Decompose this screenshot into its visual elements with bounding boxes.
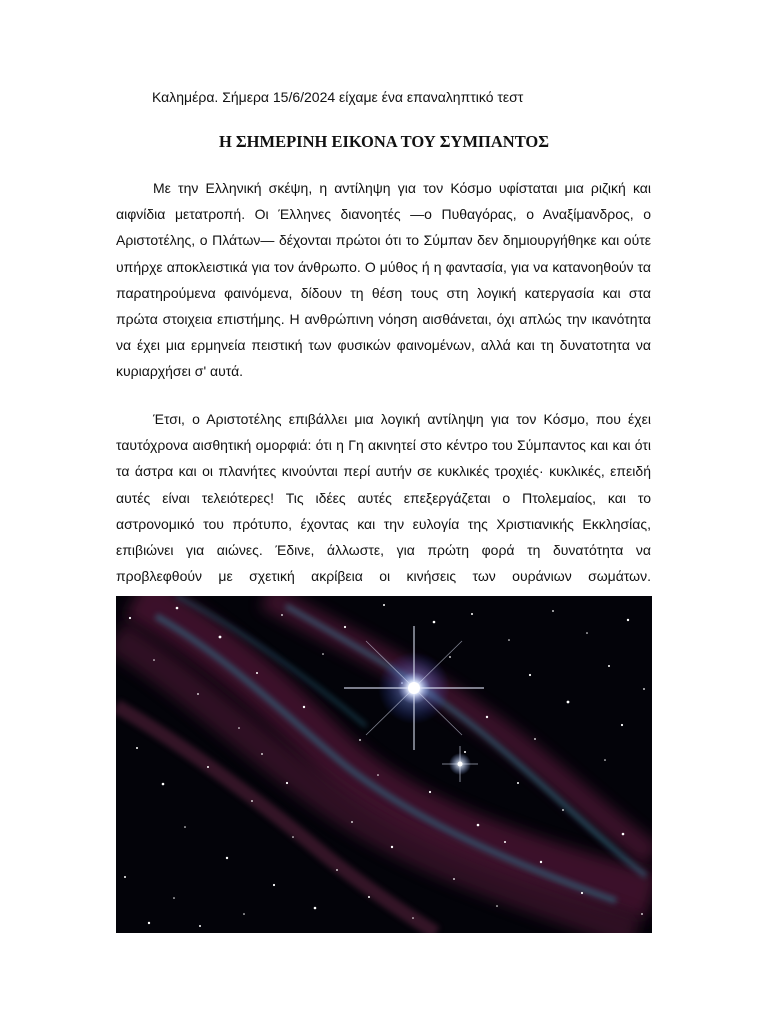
- greeting-line: Καλημέρα. Σήμερα 15/6/2024 είχαμε ένα επαναληπτικό τεστ: [152, 89, 524, 105]
- document-title: Η ΣΗΜΕΡΙΝΗ ΕΙΚΟΝΑ ΤΟΥ ΣΥΜΠΑΝΤΟΣ: [218, 132, 550, 151]
- paragraph-2: Έτσι, ο Αριστοτέλης επιβάλλει μια λογική αντίληψη για τον Κόσμο, που έχει ταυτόχρονα αισθητική ομορφιά: ότι η Γη ακινητεί στο κέντρο του Σύμπαντος και και ότι τα άστρα και οι πλανήτες κινούνται περί αυτήν σε κυκλικές τροχιές· κυκλικές, επειδή αυτές είναι τελειότερες! Τις ιδέες αυτές επεξεργάζεται ο Πτολεμαίος, και το αστρονομικό του πρότυπο, έχοντας και την ευλογία της Χριστιανικής Εκκλησίας, επιβιώνει για αιώνες. Έδινε, άλλωστε, για πρώτη φορά τη δυνατότητα να προβλεφθούν με σχετική ακρίβεια οι κινήσεις των ουράνιων σωμάτων.: [116, 411, 651, 585]
- nebula-photo: [116, 596, 652, 933]
- paragraph-1: Με την Ελληνική σκέψη, η αντίληψη για τον Κόσμο υφίσταται μια ριζική και αιφνίδια μετατροπή. Οι Έλληνες διανοητές —ο Πυθαγόρας, ο Αναξίμανδρος, ο Αριστοτέλης, ο Πλάτων— δέχονται πρώτοι ότι το Σύμπαν δεν δημιουργήθηκε και ούτε υπήρχε αποκλειστικά για τον άνθρωπο. Ο μύθος ή η φαντασία, για να κατανοηθούν τα παρατηρούμενα φαινόμενα, δίδουν τη θέση τους στη λογική κατεργασία και στα πρώτα στοιχεια επιστήμης. Η ανθρώπινη νόηση αισθάνεται, όχι απλώς την ικανότητα να έχει μια ερμηνεία πειστική των φυσικών φαινομένων, αλλά και τη δυνατοτητα να κυριαρχήσει σ' αυτά.: [116, 180, 651, 380]
